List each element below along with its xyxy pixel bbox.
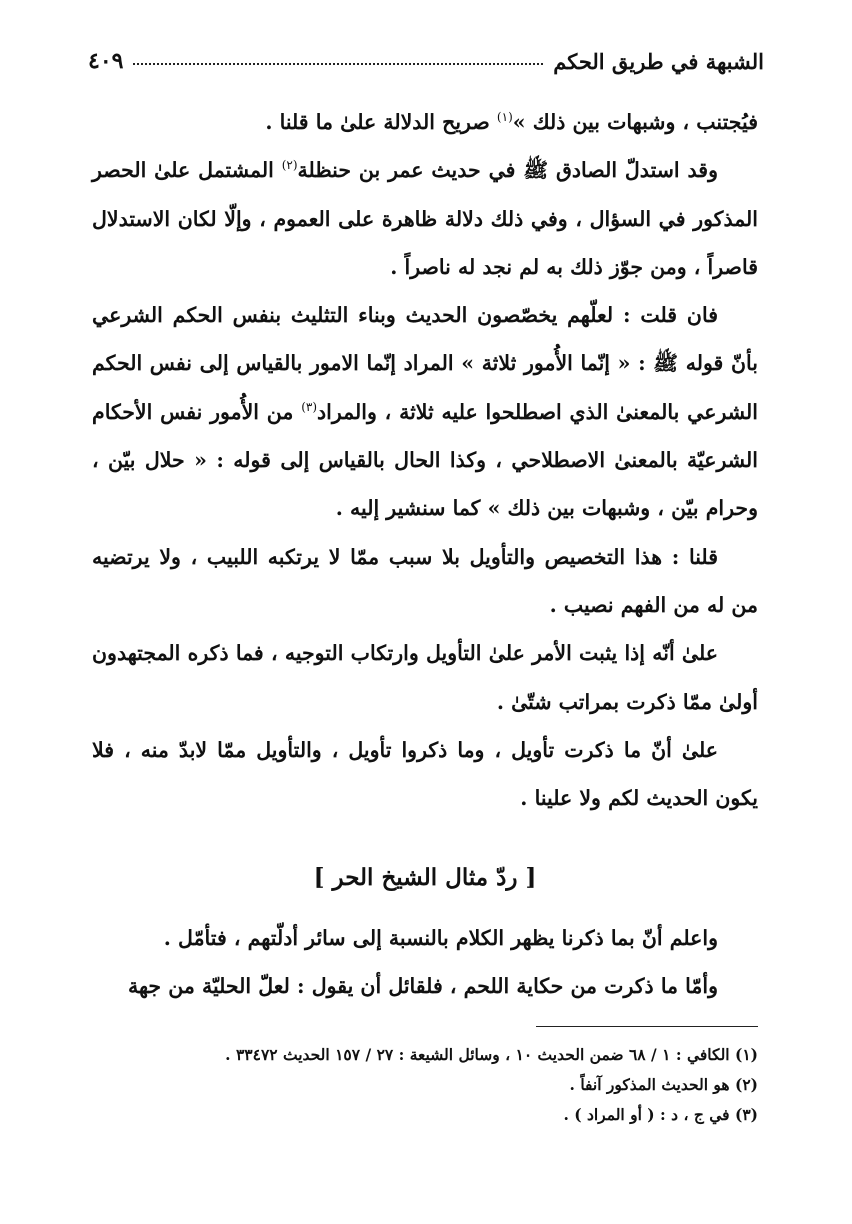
- footnote-1: (١) الكافي : ١ / ٦٨ ضمن الحديث ١٠ ، وسائل الشيعة : ٢٧ / ١٥٧ الحديث ٣٣٤٧٢ .: [225, 1045, 758, 1064]
- paragraph-5: [92, 629, 758, 726]
- footnote-ref-1: (١): [496, 110, 513, 125]
- footnote-2: (٢) هو الحديث المذكور آنفاً .: [569, 1075, 758, 1094]
- paragraph-2-text-b: المشتمل علىٰ الحصر المذكور في السؤال ، وفي ذلك دلالة ظاهرة على العموم ، وإلّا لكان الاستدلال قاصراً ، ومن جوّز ذلك به لم نجد له ناصراً .: [92, 158, 758, 279]
- footnotes: [92, 1040, 758, 1130]
- footnote-ref-2: (٢): [281, 158, 298, 173]
- footnote-ref-3: (٣): [301, 399, 318, 414]
- paragraph-3-text-a: فان قلت : لعلّهم يخصّصون الحديث وبناء التثليث بنفس الحكم الشرعي بأنّ قوله ﷺ : « إنّما الأُمور ثلاثة » المراد إنّما الامور بالقياس إلى نفس الحكم الشرعي بالمعنىٰ الذي اصطلحوا عليه ثلاثة ، والمراد: [92, 303, 758, 424]
- dotted-leader: [133, 63, 543, 65]
- body-text: [92, 98, 758, 822]
- after-heading-text: [92, 914, 758, 1011]
- paragraph-7: واعلم أنّ بما ذكرنا يظهر الكلام بالنسبة إلى سائر أدلّتهم ، فتأمّل .: [163, 926, 718, 950]
- running-title: الشبهة في طريق الحكم: [553, 49, 764, 74]
- footnote-3: (٣) في ج ، د : ( أو المراد ) .: [563, 1105, 758, 1124]
- paragraph-3-text-b: من الأُمور نفس الأحكام الشرعيّة بالمعنىٰ الاصطلاحي ، وكذا الحال بالقياس إلى قوله : « حلال بيّن ، وحرام بيّن ، وشبهات بين ذلك » كما سنشير إليه .: [92, 399, 758, 521]
- paragraph-1: [92, 98, 758, 146]
- paragraph-4: [92, 533, 758, 630]
- page-number: ٤٠٩: [88, 48, 124, 74]
- paragraph-4-text: قلنا : هذا التخصيص والتأويل بلا سبب ممّا لا يرتكبه اللبيب ، ولا يرتضيه من له من الفهم نصيب .: [92, 544, 758, 617]
- paragraph-3: [92, 291, 758, 532]
- paragraph-5-text: علىٰ أنّه إذا يثبت الأمر علىٰ التأويل وارتكاب التوجيه ، فما ذكره المجتهدون أولىٰ ممّا ذكرت بمراتب شتّىٰ .: [92, 641, 758, 714]
- paragraph-6-text: علىٰ أنّ ما ذكرت تأويل ، وما ذكروا تأويل ، والتأويل ممّا لابدّ منه ، فلا يكون الحديث لكم ولا علينا .: [92, 737, 758, 811]
- paragraph-1-text-a: فيُجتنب ، وشبهات بين ذلك »: [512, 110, 758, 134]
- paragraph-6: [92, 726, 758, 823]
- paragraph-2: [92, 146, 758, 291]
- section-heading: [ ردّ مثال الشيخ الحر ]: [313, 864, 537, 891]
- paragraph-2-text-a: وقد استدلّ الصادق ﷺ في حديث عمر بن حنظلة: [297, 158, 718, 183]
- paragraph-1-text-b: صريح الدلالة علىٰ ما قلنا .: [265, 110, 497, 134]
- running-header: [88, 34, 764, 74]
- paragraph-8: وأمّا ما ذكرت من حكاية اللحم ، فلقائل أن يقول : لعلّ الحليّة من جهة: [127, 974, 718, 999]
- footnote-separator: [536, 1026, 758, 1027]
